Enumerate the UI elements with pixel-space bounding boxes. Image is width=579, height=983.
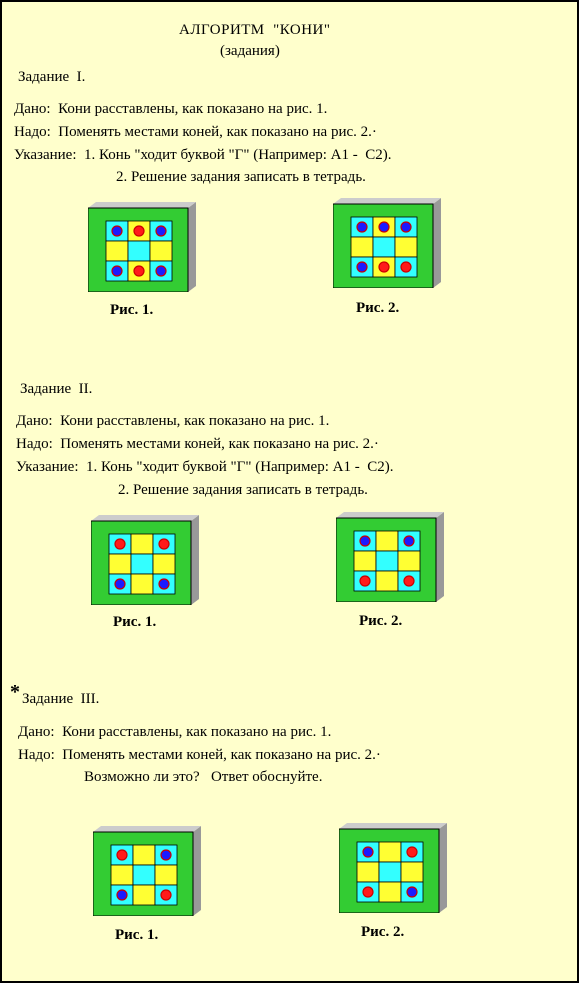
knight-red xyxy=(379,262,389,272)
page-subtitle: (задания) xyxy=(220,43,280,59)
knight-blue xyxy=(161,850,171,860)
knight-blue xyxy=(357,262,367,272)
knight-red xyxy=(401,262,411,272)
task2-fig2-label: Рис. 2. xyxy=(359,613,403,629)
task3-board-fig2 xyxy=(339,821,447,913)
task2-hint2: 2. Решение задания записать в тетрадь. xyxy=(118,482,368,498)
task1-hint2: 2. Решение задания записать в тетрадь. xyxy=(116,169,366,185)
task2-board-fig1 xyxy=(91,513,199,605)
page xyxy=(2,2,577,981)
board-cell xyxy=(373,237,395,257)
knight-blue xyxy=(112,266,122,276)
knight-blue xyxy=(156,226,166,236)
task2-need: Надо: Поменять местами коней, как показано на рис. 2.· xyxy=(16,436,379,452)
task1-board-fig1 xyxy=(88,200,196,292)
knight-red xyxy=(134,226,144,236)
knight-blue xyxy=(404,536,414,546)
board-cell xyxy=(354,551,376,571)
board-cell xyxy=(357,862,379,882)
task3-question: Возможно ли это? Ответ обоснуйте. xyxy=(84,769,323,785)
board-cell xyxy=(379,882,401,902)
task1-need: Надо: Поменять местами коней, как показано на рис. 2.· xyxy=(14,124,377,140)
knight-red xyxy=(117,850,127,860)
knight-red xyxy=(134,266,144,276)
knight-blue xyxy=(115,579,125,589)
board-cell xyxy=(131,574,153,594)
task1-hint1: Указание: 1. Конь "ходит буквой "Г" (Например: А1 - С2). xyxy=(14,147,392,163)
knight-blue xyxy=(112,226,122,236)
board-cell xyxy=(155,865,177,885)
board-cell xyxy=(376,571,398,591)
board-cell xyxy=(109,554,131,574)
board-cell xyxy=(150,241,172,261)
page-title: АЛГОРИТМ "КОНИ" xyxy=(179,22,331,38)
board-cell xyxy=(379,842,401,862)
task3-fig2-label: Рис. 2. xyxy=(361,924,405,940)
board-cell xyxy=(376,551,398,571)
knight-blue xyxy=(357,222,367,232)
board-cell xyxy=(128,241,150,261)
knight-red xyxy=(363,887,373,897)
task3-need: Надо: Поменять местами коней, как показано на рис. 2.· xyxy=(18,747,381,763)
knight-blue xyxy=(117,890,127,900)
board-cell xyxy=(111,865,133,885)
task3-fig1-label: Рис. 1. xyxy=(115,927,159,943)
board-cell xyxy=(401,862,423,882)
task2-board-fig2 xyxy=(336,510,444,602)
task1-given: Дано: Кони расставлены, как показано на рис. 1. xyxy=(14,101,328,117)
knight-blue xyxy=(379,222,389,232)
task2-given: Дано: Кони расставлены, как показано на рис. 1. xyxy=(16,413,330,429)
board-cell xyxy=(351,237,373,257)
task1-fig2-label: Рис. 2. xyxy=(356,300,400,316)
task1-board-fig2 xyxy=(333,196,441,288)
board-cell xyxy=(376,531,398,551)
board-cell xyxy=(131,534,153,554)
board-cell xyxy=(133,865,155,885)
board-cell xyxy=(131,554,153,574)
task1-fig1-label: Рис. 1. xyxy=(110,302,154,318)
knight-red xyxy=(404,576,414,586)
knight-blue xyxy=(363,847,373,857)
knight-blue xyxy=(159,579,169,589)
board-cell xyxy=(133,885,155,905)
knight-blue xyxy=(156,266,166,276)
knight-red xyxy=(407,847,417,857)
task3-star: * xyxy=(10,681,20,703)
knight-red xyxy=(360,576,370,586)
board-cell xyxy=(106,241,128,261)
task2-fig1-label: Рис. 1. xyxy=(113,614,157,630)
task1-heading: Задание I. xyxy=(18,69,86,85)
task2-heading: Задание II. xyxy=(20,381,93,397)
knight-red xyxy=(161,890,171,900)
board-cell xyxy=(153,554,175,574)
knight-blue xyxy=(401,222,411,232)
task3-given: Дано: Кони расставлены, как показано на рис. 1. xyxy=(18,724,332,740)
board-cell xyxy=(379,862,401,882)
knight-blue xyxy=(407,887,417,897)
board-cell xyxy=(398,551,420,571)
knight-red xyxy=(159,539,169,549)
task2-hint1: Указание: 1. Конь "ходит буквой "Г" (Например: А1 - С2). xyxy=(16,459,394,475)
task3-heading: Задание III. xyxy=(22,691,100,707)
knight-blue xyxy=(360,536,370,546)
knight-red xyxy=(115,539,125,549)
task3-board-fig1 xyxy=(93,824,201,916)
board-cell xyxy=(133,845,155,865)
board-cell xyxy=(395,237,417,257)
